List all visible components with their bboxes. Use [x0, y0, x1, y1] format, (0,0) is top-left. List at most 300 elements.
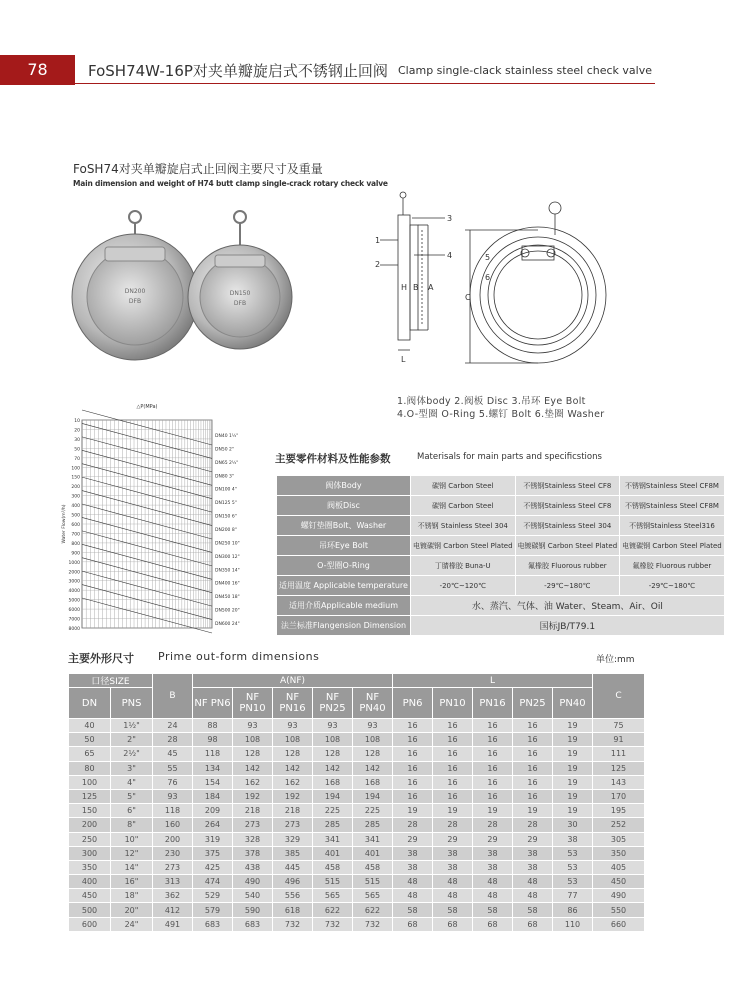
table-cell: 16 — [433, 719, 473, 733]
y-tick-label: 2000 — [68, 570, 80, 576]
label-a: A — [428, 283, 434, 292]
table-cell: 29 — [433, 832, 473, 846]
y-tick-label: 8000 — [68, 627, 80, 632]
table-cell: 58 — [433, 903, 473, 917]
table-cell: 16 — [433, 775, 473, 789]
table-cell: 450 — [69, 889, 111, 903]
table-cell: 48 — [393, 875, 433, 889]
materials-cell: 氟橡胶 Fluorous rubber — [515, 556, 620, 576]
table-cell: 3" — [111, 761, 153, 775]
chart-top-label: △P(MPa) — [136, 404, 158, 410]
table-cell: 93 — [313, 719, 353, 733]
y-tick-label: 20 — [74, 428, 80, 434]
materials-part-name: 螺钉垫圈Bolt、Washer — [277, 516, 411, 536]
table-cell: 50 — [69, 733, 111, 747]
table-cell: 19 — [553, 747, 593, 761]
table-cell: 100 — [69, 775, 111, 789]
table-cell: 68 — [393, 917, 433, 931]
table-cell: 300 — [69, 846, 111, 860]
dn-label: DN50 2" — [215, 447, 234, 453]
table-cell: 305 — [593, 832, 645, 846]
table-cell: 16 — [513, 719, 553, 733]
section-title: FoSH74对夹单瓣旋启式止回阀主要尺寸及重量 — [73, 162, 323, 176]
header-c: C — [593, 674, 645, 719]
table-cell: 16 — [393, 733, 433, 747]
table-cell: 14" — [111, 860, 153, 874]
table-cell: 65 — [69, 747, 111, 761]
y-tick-label: 1000 — [68, 560, 80, 566]
table-cell: 622 — [353, 903, 393, 917]
label-b: B — [413, 283, 419, 292]
table-cell: 53 — [553, 846, 593, 860]
label-1: 1 — [375, 236, 381, 245]
table-cell: 400 — [69, 875, 111, 889]
table-cell: 77 — [553, 889, 593, 903]
header-l-col: PN40 — [553, 688, 593, 719]
table-cell: 24 — [153, 719, 193, 733]
table-cell: 53 — [553, 875, 593, 889]
table-cell: 91 — [593, 733, 645, 747]
section-subtitle: Main dimension and weight of H74 butt clamp single-crack rotary check valve — [73, 179, 388, 188]
materials-cell: 不锈钢Stainless Steel 304 — [515, 516, 620, 536]
materials-row — [277, 536, 725, 556]
materials-cell: 不锈钢Stainless Steel CF8 — [515, 476, 620, 496]
table-cell: 16 — [433, 733, 473, 747]
table-cell: 16 — [513, 775, 553, 789]
table-cell: 118 — [193, 747, 233, 761]
table-cell: 108 — [313, 733, 353, 747]
table-cell: 16 — [513, 733, 553, 747]
page-number: 78 — [0, 55, 75, 85]
table-cell: 579 — [193, 903, 233, 917]
table-cell: 590 — [233, 903, 273, 917]
table-cell: 142 — [313, 761, 353, 775]
label-2: 2 — [375, 260, 381, 269]
table-cell: 458 — [353, 860, 393, 874]
table-cell: 225 — [313, 804, 353, 818]
header-rule — [75, 83, 655, 84]
header-dn: DN — [69, 688, 111, 719]
header-l-group: L — [393, 674, 593, 688]
table-cell: 48 — [513, 875, 553, 889]
header-l-col: PN6 — [393, 688, 433, 719]
table-cell: 405 — [593, 860, 645, 874]
table-cell: 550 — [593, 903, 645, 917]
table-row — [69, 846, 645, 860]
table-cell: 38 — [433, 846, 473, 860]
table-cell: 500 — [69, 903, 111, 917]
table-cell: 496 — [273, 875, 313, 889]
materials-cell: 不锈钢Stainless Steel316 — [620, 516, 725, 536]
table-cell: 200 — [69, 818, 111, 832]
table-cell: 38 — [433, 860, 473, 874]
materials-row — [277, 476, 725, 496]
svg-text:DFB: DFB — [128, 298, 142, 305]
table-row — [69, 804, 645, 818]
table-cell: 16 — [393, 719, 433, 733]
table-cell: 38 — [393, 860, 433, 874]
table-cell: 118 — [153, 804, 193, 818]
table-cell: 16 — [393, 761, 433, 775]
table-cell: 48 — [473, 875, 513, 889]
table-cell: 2" — [111, 733, 153, 747]
dn-label: DN300 12" — [215, 554, 240, 560]
table-cell: 16 — [433, 789, 473, 803]
table-cell: 565 — [353, 889, 393, 903]
y-tick-label: 30 — [74, 437, 80, 443]
table-cell: 38 — [513, 860, 553, 874]
table-cell: 16 — [393, 747, 433, 761]
dimensions-title: 主要外形尺寸 — [68, 652, 134, 665]
table-cell: 732 — [273, 917, 313, 931]
header-a-col: NF PN16 — [273, 688, 313, 719]
y-axis-label: Water Flow(m³/h) — [62, 504, 67, 544]
table-cell: 68 — [433, 917, 473, 931]
table-cell: 209 — [193, 804, 233, 818]
table-cell: 142 — [273, 761, 313, 775]
materials-cell: 碳钢 Carbon Steel — [410, 496, 515, 516]
table-cell: 341 — [353, 832, 393, 846]
table-cell: 401 — [353, 846, 393, 860]
table-cell: 16 — [473, 775, 513, 789]
y-tick-label: 5000 — [68, 598, 80, 604]
label-6: 6 — [485, 273, 491, 282]
table-cell: 108 — [273, 733, 313, 747]
table-cell: 16 — [473, 719, 513, 733]
table-cell: 68 — [473, 917, 513, 931]
materials-medium-row — [277, 596, 725, 616]
materials-row — [277, 576, 725, 596]
table-cell: 142 — [233, 761, 273, 775]
side-view — [380, 192, 445, 350]
table-cell: 192 — [233, 789, 273, 803]
table-cell: 162 — [233, 775, 273, 789]
table-cell: 273 — [153, 860, 193, 874]
table-cell: 40 — [69, 719, 111, 733]
header-a-col: NF PN10 — [233, 688, 273, 719]
table-cell: 683 — [233, 917, 273, 931]
table-row — [69, 917, 645, 931]
table-cell: 1½" — [111, 719, 153, 733]
table-cell: 19 — [553, 733, 593, 747]
table-row — [69, 860, 645, 874]
table-row — [69, 889, 645, 903]
table-cell: 19 — [513, 804, 553, 818]
table-cell: 474 — [193, 875, 233, 889]
table-cell: 618 — [273, 903, 313, 917]
table-cell: 18" — [111, 889, 153, 903]
table-cell: 385 — [273, 846, 313, 860]
table-cell: 328 — [233, 832, 273, 846]
table-cell: 285 — [313, 818, 353, 832]
table-cell: 19 — [553, 775, 593, 789]
svg-text:DFB: DFB — [233, 300, 247, 307]
table-cell: 58 — [473, 903, 513, 917]
svg-text:DN200: DN200 — [124, 288, 146, 295]
table-cell: 128 — [353, 747, 393, 761]
table-cell: 168 — [353, 775, 393, 789]
page-subtitle: Clamp single-clack stainless steel check valve — [398, 64, 652, 77]
table-cell: 16 — [473, 747, 513, 761]
table-cell: 154 — [193, 775, 233, 789]
table-cell: 48 — [433, 875, 473, 889]
y-tick-label: 3000 — [68, 579, 80, 585]
table-cell: 160 — [153, 818, 193, 832]
dn-label: DN150 6" — [215, 514, 237, 520]
table-cell: 19 — [553, 804, 593, 818]
table-cell: 458 — [313, 860, 353, 874]
y-tick-label: 10 — [74, 419, 80, 424]
table-cell: 58 — [513, 903, 553, 917]
y-tick-label: 300 — [71, 494, 80, 500]
dn-label: DN600 24" — [215, 622, 240, 627]
materials-cell: 不锈钢Stainless Steel CF8M — [620, 476, 725, 496]
table-cell: 540 — [233, 889, 273, 903]
y-tick-label: 900 — [71, 551, 80, 557]
materials-cell: -29℃~180℃ — [515, 576, 620, 596]
table-cell: 425 — [193, 860, 233, 874]
table-cell: 16 — [473, 789, 513, 803]
table-cell: 48 — [473, 889, 513, 903]
front-view — [465, 202, 606, 363]
table-cell: 108 — [233, 733, 273, 747]
table-row — [69, 832, 645, 846]
table-cell: 75 — [593, 719, 645, 733]
table-cell: 128 — [273, 747, 313, 761]
table-cell: 445 — [273, 860, 313, 874]
materials-part-name: 阀体Body — [277, 476, 411, 496]
table-cell: 19 — [433, 804, 473, 818]
table-cell: 19 — [473, 804, 513, 818]
flow-chart — [60, 400, 245, 635]
table-cell: 19 — [553, 761, 593, 775]
dn-label: DN40 1½" — [215, 434, 239, 439]
table-cell: 162 — [273, 775, 313, 789]
table-cell: 218 — [273, 804, 313, 818]
table-cell: 6" — [111, 804, 153, 818]
dimensions-subtitle: Prime out-form dimensions — [158, 650, 320, 663]
dn-label: DN400 16" — [215, 581, 240, 587]
materials-part-name: O-型圈O-Ring — [277, 556, 411, 576]
dimensions-table — [68, 673, 645, 932]
table-row — [69, 733, 645, 747]
page-title: FoSH74W-16P对夹单瓣旋启式不锈钢止回阀 — [88, 62, 388, 80]
table-cell: 250 — [69, 832, 111, 846]
table-cell: 93 — [153, 789, 193, 803]
table-cell: 378 — [233, 846, 273, 860]
table-cell: 38 — [473, 846, 513, 860]
materials-part-name: 吊环Eye Bolt — [277, 536, 411, 556]
table-cell: 125 — [593, 761, 645, 775]
table-row — [69, 903, 645, 917]
table-cell: 319 — [193, 832, 233, 846]
table-cell: 19 — [393, 804, 433, 818]
table-cell: 16 — [473, 733, 513, 747]
header-b: B — [153, 674, 193, 719]
y-tick-label: 4000 — [68, 589, 80, 595]
materials-cell: 电镀碳钢 Carbon Steel Plated — [410, 536, 515, 556]
table-cell: 16 — [513, 747, 553, 761]
header-l-col: PN25 — [513, 688, 553, 719]
header-l-col: PN10 — [433, 688, 473, 719]
table-cell: 19 — [553, 719, 593, 733]
table-cell: 16 — [513, 789, 553, 803]
table-cell: 38 — [473, 860, 513, 874]
table-cell: 86 — [553, 903, 593, 917]
materials-cell: 氟橡胶 Fluorous rubber — [620, 556, 725, 576]
table-cell: 29 — [393, 832, 433, 846]
materials-cell: 丁腈橡胶 Buna-U — [410, 556, 515, 576]
table-cell: 111 — [593, 747, 645, 761]
table-row — [69, 761, 645, 775]
table-cell: 93 — [273, 719, 313, 733]
table-cell: 150 — [69, 804, 111, 818]
materials-subtitle: Materisals for main parts and specificstions — [417, 452, 602, 462]
header-pns: PNS — [111, 688, 153, 719]
header-a-col: NF PN6 — [193, 688, 233, 719]
dn-label: DN100 4" — [215, 487, 237, 493]
y-tick-label: 7000 — [68, 617, 80, 623]
materials-cell: 不锈钢 Stainless Steel 304 — [410, 516, 515, 536]
table-row — [69, 775, 645, 789]
table-cell: 375 — [193, 846, 233, 860]
materials-cell: -20℃~120℃ — [410, 576, 515, 596]
y-tick-label: 6000 — [68, 608, 80, 614]
label-4: 4 — [447, 251, 453, 260]
table-cell: 134 — [193, 761, 233, 775]
table-cell: 28 — [513, 818, 553, 832]
table-cell: 16 — [433, 761, 473, 775]
y-tick-label: 500 — [71, 513, 80, 519]
materials-part-name: 阀板Disc — [277, 496, 411, 516]
unit-label: 单位:mm — [596, 655, 635, 665]
table-cell: 200 — [153, 832, 193, 846]
label-c: C — [465, 293, 471, 302]
table-cell: 93 — [233, 719, 273, 733]
table-cell: 230 — [153, 846, 193, 860]
table-cell: 48 — [433, 889, 473, 903]
table-cell: 68 — [513, 917, 553, 931]
table-cell: 28 — [473, 818, 513, 832]
table-cell: 125 — [69, 789, 111, 803]
table-cell: 16 — [513, 761, 553, 775]
y-tick-label: 400 — [71, 504, 80, 510]
valve-photos — [70, 205, 370, 365]
y-tick-label: 200 — [71, 485, 80, 491]
table-cell: 128 — [313, 747, 353, 761]
table-cell: 490 — [233, 875, 273, 889]
table-cell: 438 — [233, 860, 273, 874]
materials-table — [276, 475, 725, 636]
table-cell: 412 — [153, 903, 193, 917]
table-cell: 10" — [111, 832, 153, 846]
dn-label: DN250 10" — [215, 541, 240, 547]
table-cell: 16 — [393, 775, 433, 789]
table-cell: 58 — [393, 903, 433, 917]
table-cell: 273 — [233, 818, 273, 832]
parts-legend-line-2: 4.O-型圈 O-Ring 5.螺钉 Bolt 6.垫圈 Washer — [397, 409, 605, 420]
table-cell: 38 — [393, 846, 433, 860]
table-cell: 16 — [433, 747, 473, 761]
table-row — [69, 719, 645, 733]
y-tick-label: 800 — [71, 541, 80, 547]
table-row — [69, 789, 645, 803]
y-tick-label: 700 — [71, 532, 80, 538]
table-cell: 622 — [313, 903, 353, 917]
materials-part-name: 适用介质Applicable medium — [277, 596, 411, 616]
table-cell: 38 — [553, 832, 593, 846]
header-a-group: A(NF) — [193, 674, 393, 688]
label-5: 5 — [485, 253, 491, 262]
dn-label: DN200 8" — [215, 528, 237, 533]
table-cell: 28 — [153, 733, 193, 747]
table-cell: 12" — [111, 846, 153, 860]
table-cell: 329 — [273, 832, 313, 846]
table-cell: 28 — [393, 818, 433, 832]
materials-title: 主要零件材料及性能参数 — [275, 453, 391, 465]
table-cell: 88 — [193, 719, 233, 733]
table-cell: 491 — [153, 917, 193, 931]
table-cell: 28 — [433, 818, 473, 832]
table-cell: 194 — [313, 789, 353, 803]
table-cell: 55 — [153, 761, 193, 775]
table-row — [69, 818, 645, 832]
table-cell: 313 — [153, 875, 193, 889]
y-tick-label: 50 — [74, 447, 80, 453]
label-3: 3 — [447, 214, 453, 223]
table-cell: 362 — [153, 889, 193, 903]
materials-part-name: 法兰标准Flangension Dimension — [277, 616, 411, 636]
materials-row — [277, 516, 725, 536]
materials-part-name: 适用温度 Applicable temperature — [277, 576, 411, 596]
table-cell: 184 — [193, 789, 233, 803]
table-cell: 285 — [353, 818, 393, 832]
y-tick-label: 70 — [74, 456, 80, 462]
table-cell: 529 — [193, 889, 233, 903]
materials-cell: -29℃~180℃ — [620, 576, 725, 596]
table-cell: 48 — [513, 889, 553, 903]
label-l: L — [401, 355, 406, 364]
dn-label: DN80 3" — [215, 474, 234, 480]
table-cell: 76 — [153, 775, 193, 789]
table-cell: 194 — [353, 789, 393, 803]
table-cell: 98 — [193, 733, 233, 747]
dn-label: DN450 18" — [215, 595, 240, 601]
table-cell: 16 — [393, 789, 433, 803]
table-row — [69, 875, 645, 889]
materials-cell: 不锈钢Stainless Steel CF8M — [620, 496, 725, 516]
materials-cell: 不锈钢Stainless Steel CF8 — [515, 496, 620, 516]
table-cell: 38 — [513, 846, 553, 860]
dn-label: DN65 2½" — [215, 460, 239, 466]
table-cell: 273 — [273, 818, 313, 832]
table-cell: 16 — [473, 761, 513, 775]
table-cell: 732 — [313, 917, 353, 931]
table-cell: 20" — [111, 903, 153, 917]
table-cell: 732 — [353, 917, 393, 931]
table-cell: 341 — [313, 832, 353, 846]
valve-photo-1 — [72, 211, 198, 360]
table-cell: 142 — [353, 761, 393, 775]
table-cell: 48 — [393, 889, 433, 903]
table-cell: 660 — [593, 917, 645, 931]
table-cell: 29 — [513, 832, 553, 846]
materials-cell: 碳钢 Carbon Steel — [410, 476, 515, 496]
materials-flange-row — [277, 616, 725, 636]
parts-legend-line-1: 1.阀体body 2.阀板 Disc 3.吊环 Eye Bolt — [397, 396, 586, 407]
table-cell: 93 — [353, 719, 393, 733]
table-cell: 401 — [313, 846, 353, 860]
